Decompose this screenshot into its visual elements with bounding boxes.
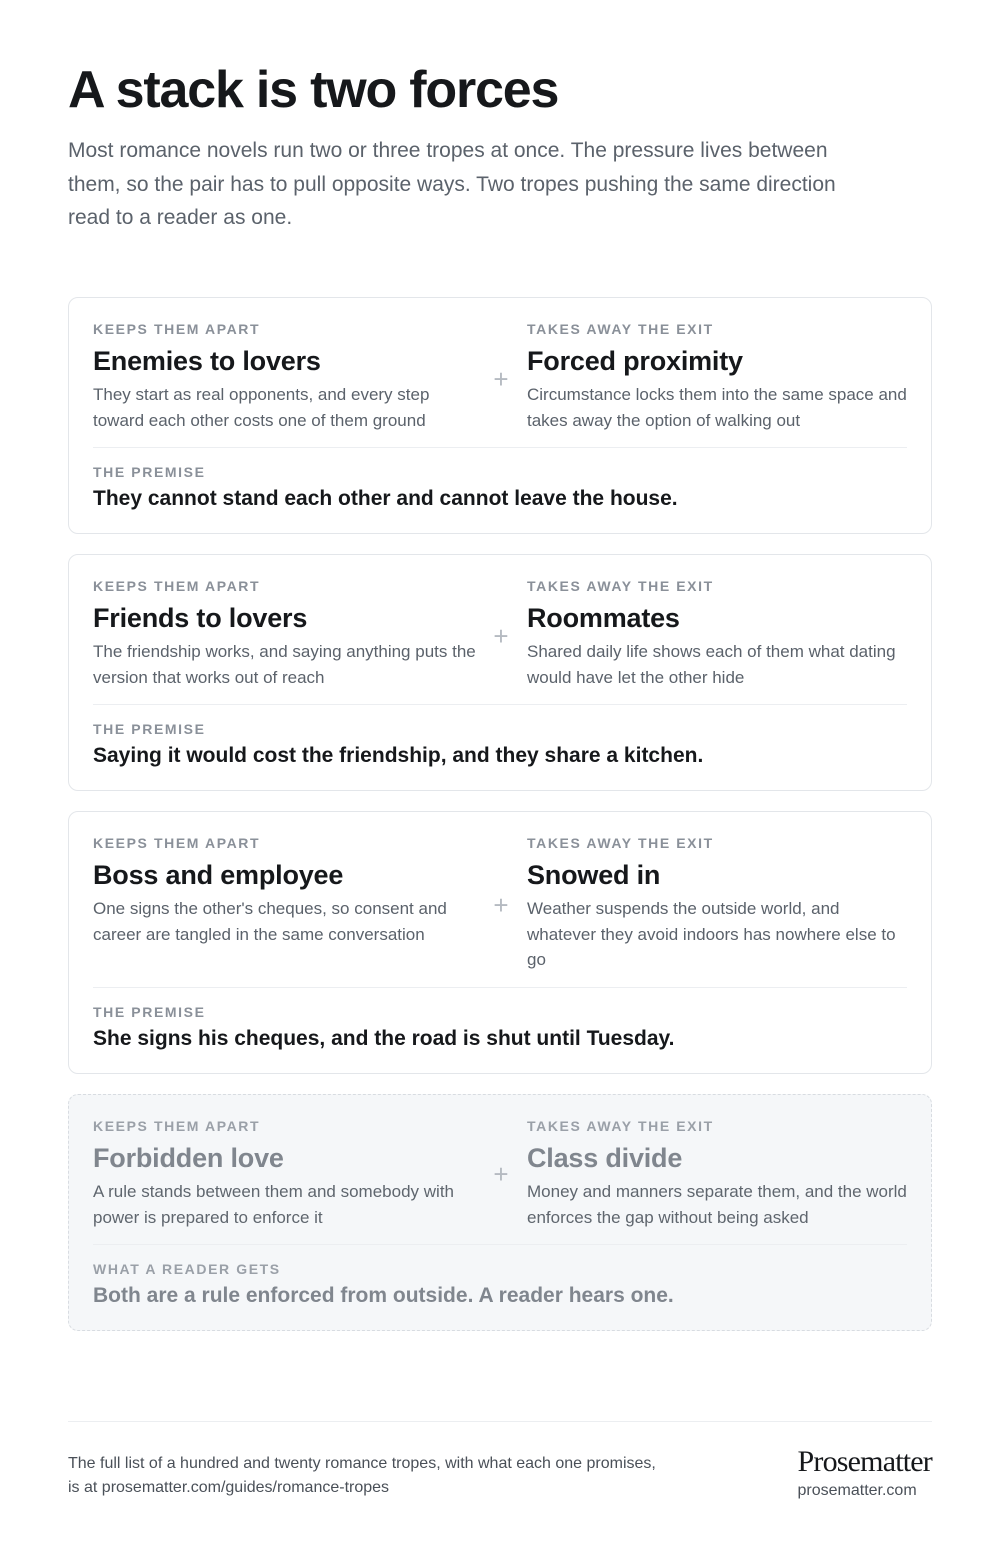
page [68,0,932,1560]
apart-trope [93,1117,483,1230]
brand-block [798,1444,933,1501]
exit-trope [527,320,912,433]
premise-text: She signs his cheques, and the road is shut until Tuesday. [93,1027,675,1050]
premise-label: THE PREMISE [93,1004,206,1020]
brand-url[interactable]: prosematter.com [797,1482,917,1499]
footer-note [68,1452,728,1500]
exit-trope-description: Money and manners separate them, and the world enforces the gap without being asked [527,1182,907,1227]
trope-stack-card [68,297,932,534]
exit-trope-title: Forced proximity [527,346,743,376]
apart-trope-title: Boss and employee [93,860,344,890]
exit-label: TAKES AWAY THE EXIT [527,1118,714,1134]
exit-trope [527,834,912,973]
apart-trope-title: Enemies to lovers [93,346,321,376]
premise-label: THE PREMISE [93,721,206,737]
exit-trope-title: Roommates [527,603,680,633]
card-divider [93,1244,907,1245]
exit-trope-title: Class divide [527,1143,683,1173]
apart-trope-description: A rule stands between them and somebody with power is prepared to enforce it [93,1182,454,1227]
plus-icon: + [493,1159,509,1189]
reader-gets-label: WHAT A READER GETS [93,1261,281,1277]
trope-stack-card [68,554,932,791]
exit-label: TAKES AWAY THE EXIT [527,321,714,337]
apart-label: KEEPS THEM APART [93,835,261,851]
apart-label: KEEPS THEM APART [93,578,261,594]
reader-gets-text: Both are a rule enforced from outside. A reader hears one. [93,1284,674,1307]
apart-trope-title: Forbidden love [93,1143,284,1173]
exit-label: TAKES AWAY THE EXIT [527,578,714,594]
apart-trope-title: Friends to lovers [93,603,308,633]
apart-trope [93,834,483,947]
plus-icon: + [493,890,509,920]
apart-trope-description: One signs the other's cheques, so consent and career are tangled in the same conversation [93,899,447,944]
exit-trope [527,577,912,690]
same-direction-card [68,1094,932,1331]
card-divider [93,704,907,705]
apart-label: KEEPS THEM APART [93,321,261,337]
exit-trope-title: Snowed in [527,860,661,890]
apart-trope-description: The friendship works, and saying anything puts the version that works out of reach [93,642,476,687]
brand-logo: Prosematter [797,1445,932,1478]
apart-trope [93,577,483,690]
trope-stack-card [68,811,932,1074]
intro-paragraph: Most romance novels run two or three tropes at once. The pressure lives between them, so the pair has to pull opposite ways. Two tropes pushing the same direction read to a reader as one. [68,139,836,229]
premise-text: Saying it would cost the friendship, and they share a kitchen. [93,744,704,767]
apart-trope [93,320,483,433]
exit-label: TAKES AWAY THE EXIT [527,835,714,851]
footer-divider [68,1421,932,1422]
apart-label: KEEPS THEM APART [93,1118,261,1134]
plus-icon: + [493,364,509,394]
plus-icon: + [493,621,509,651]
premise-text: They cannot stand each other and cannot leave the house. [93,487,678,510]
card-divider [93,447,907,448]
exit-trope-description: Weather suspends the outside world, and whatever they avoid indoors has nowhere else to go [527,899,896,969]
footer-guide-link[interactable]: is at prosematter.com/guides/romance-tropes [68,1479,390,1496]
exit-trope-description: Shared daily life shows each of them what dating would have let the other hide [527,642,896,687]
footer-note-line: The full list of a hundred and twenty romance tropes, with what each one promises, [68,1455,656,1472]
exit-trope-description: Circumstance locks them into the same space and takes away the option of walking out [527,385,907,430]
premise-label: THE PREMISE [93,464,206,480]
apart-trope-description: They start as real opponents, and every step toward each other costs one of them ground [93,385,430,430]
page-title: A stack is two forces [68,61,559,119]
card-divider [93,987,907,988]
exit-trope [527,1117,912,1230]
